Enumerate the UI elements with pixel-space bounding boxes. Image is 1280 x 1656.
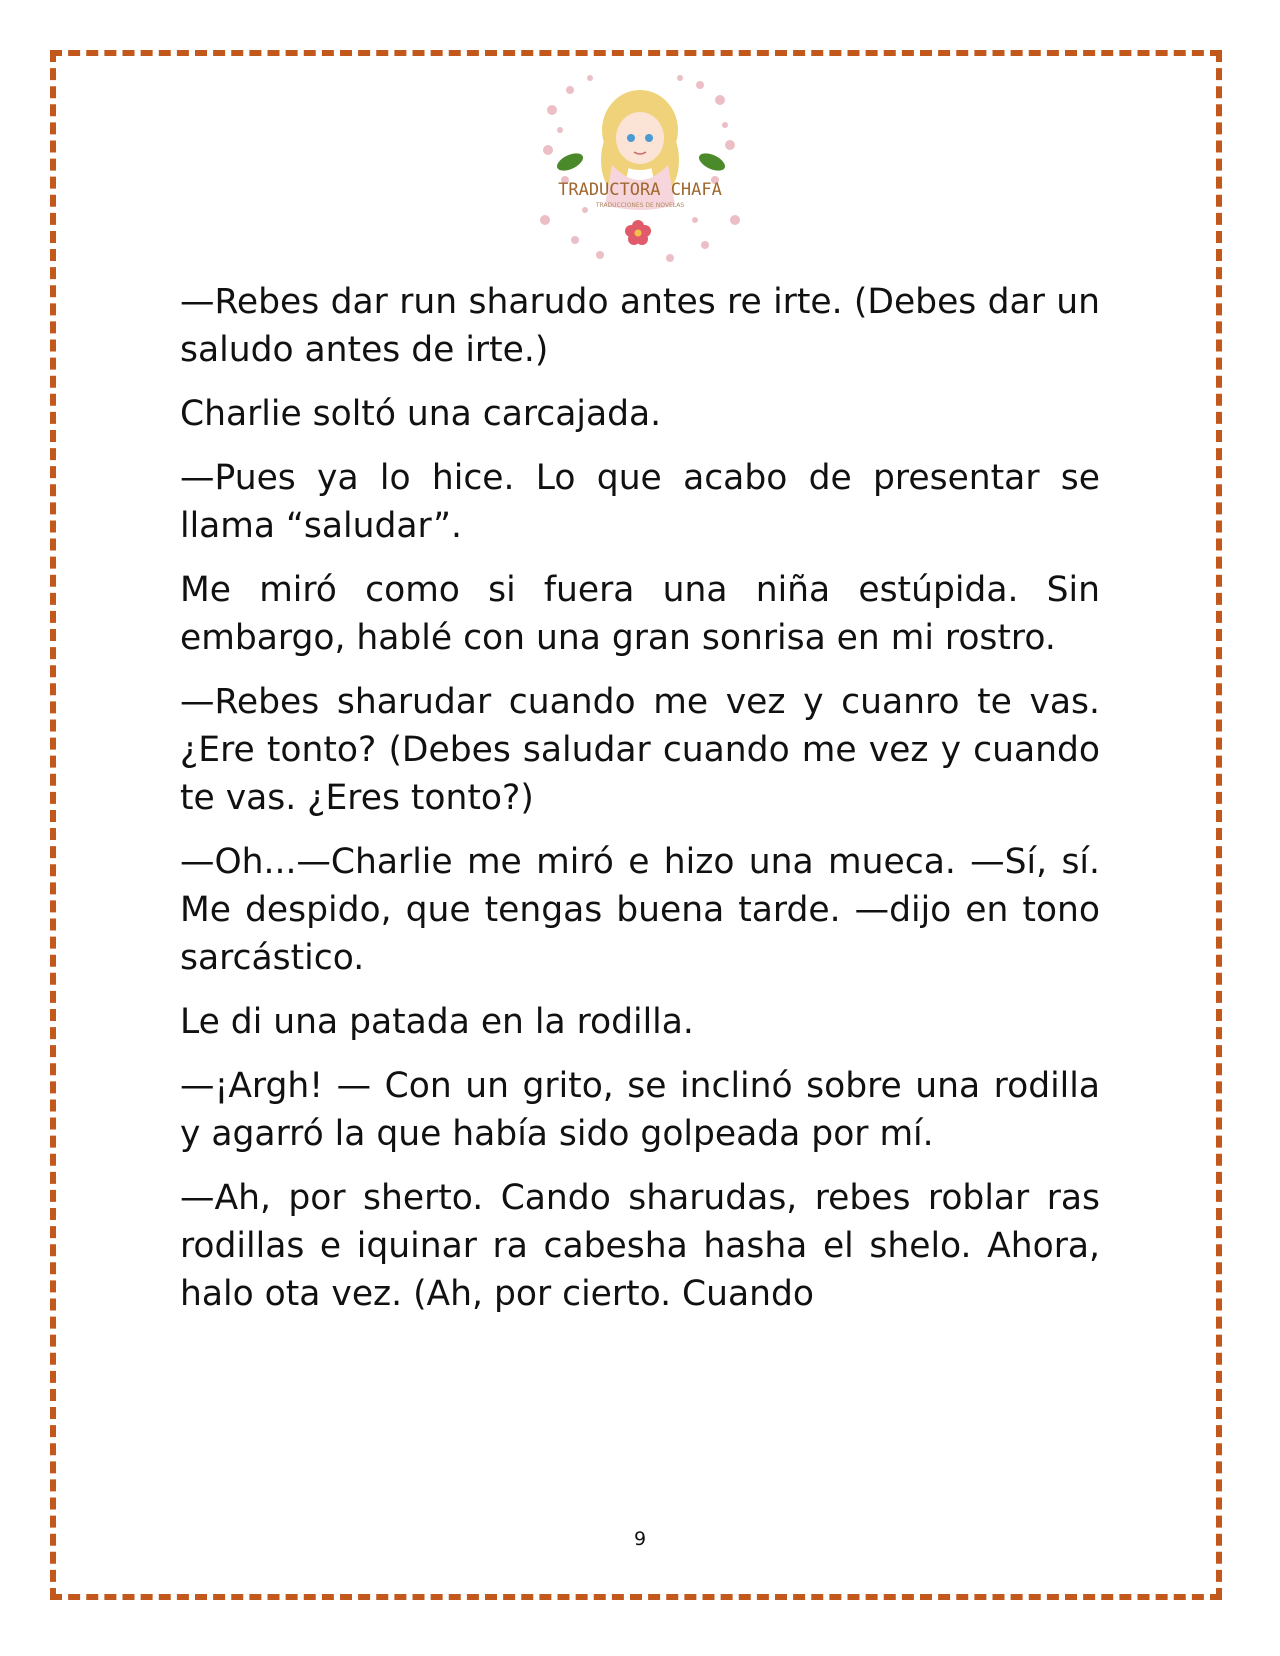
translator-logo [530,70,750,270]
logo-illustration [530,70,750,270]
page-number: 9 [633,1528,647,1550]
paragraph: —Rebes sharudar cuando me vez y cuanro te vas. ¿Ere tonto? (Debes saludar cuando me vez y cuando te vas. ¿Eres tonto?) [180,682,1100,818]
paragraph: —Oh...—Charlie me miró e hizo una mueca. —Sí, sí. Me despido, que tengas buena tarde. —dijo en tono sarcástico. [180,842,1100,978]
paragraph: —Pues ya lo hice. Lo que acabo de presentar se llama “saludar”. [180,458,1100,546]
paragraph: Charlie soltó una carcajada. [180,394,662,434]
paragraph: —Rebes dar run sharudo antes re irte. (Debes dar un saludo antes de irte.) [180,282,1100,370]
paragraph: Le di una patada en la rodilla. [180,1002,694,1042]
logo-subtitle: TRADUCCIONES DE NOVELAS [595,202,685,209]
paragraph: —Ah, por sherto. Cando sharudas, rebes roblar ras rodillas e iquinar ra cabesha hasha el shelo. Ahora, halo ota vez. (Ah, por cierto. Cuando [180,1178,1100,1314]
paragraph: —¡Argh! — Con un grito, se inclinó sobre una rodilla y agarró la que había sido golpeada por mí. [180,1066,1100,1154]
paragraph: Me miró como si fuera una niña estúpida. Sin embargo, hablé con una gran sonrisa en mi rostro. [180,570,1100,658]
logo-title: TRADUCTORA CHAFA [558,180,722,200]
story-text [180,278,1100,1334]
